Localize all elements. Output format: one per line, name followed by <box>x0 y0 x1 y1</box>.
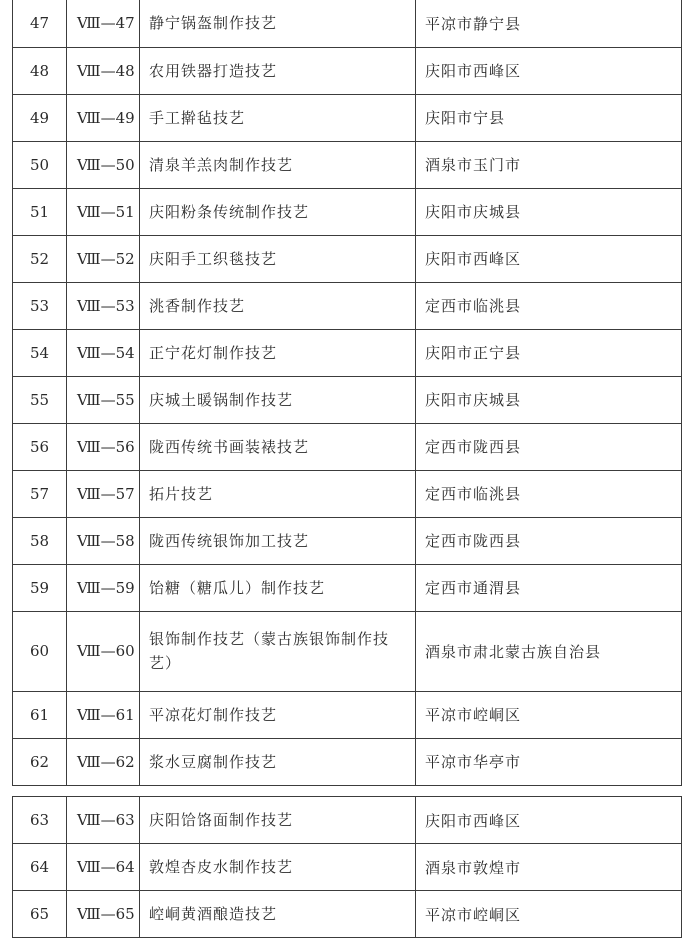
table-row <box>13 611 682 691</box>
table-row <box>13 564 682 611</box>
row-number: 52 <box>13 235 67 282</box>
table-part-2 <box>12 796 682 938</box>
row-number: 56 <box>13 423 67 470</box>
item-area: 定西市临洮县 <box>416 282 682 329</box>
item-name: 静宁锅盔制作技艺 <box>140 0 416 47</box>
page-break-gap <box>0 789 688 796</box>
item-name: 手工擀毡技艺 <box>140 94 416 141</box>
item-code: Ⅷ—50 <box>67 141 140 188</box>
row-number: 64 <box>13 844 67 891</box>
row-number: 50 <box>13 141 67 188</box>
table-row <box>13 797 682 844</box>
table-row <box>13 141 682 188</box>
item-name: 庆阳手工织毯技艺 <box>140 235 416 282</box>
item-code: Ⅷ—48 <box>67 47 140 94</box>
item-code: Ⅷ—51 <box>67 188 140 235</box>
table-row <box>13 470 682 517</box>
item-name: 平凉花灯制作技艺 <box>140 691 416 738</box>
item-code: Ⅷ—53 <box>67 282 140 329</box>
row-number: 58 <box>13 517 67 564</box>
item-code: Ⅷ—52 <box>67 235 140 282</box>
item-name: 洮香制作技艺 <box>140 282 416 329</box>
table-row <box>13 235 682 282</box>
row-number: 60 <box>13 611 67 691</box>
item-area: 庆阳市庆城县 <box>416 188 682 235</box>
item-area: 定西市通渭县 <box>416 564 682 611</box>
item-area: 庆阳市西峰区 <box>416 235 682 282</box>
table-row <box>13 94 682 141</box>
item-name: 陇西传统书画装裱技艺 <box>140 423 416 470</box>
item-code: Ⅷ—60 <box>67 611 140 691</box>
item-code: Ⅷ—64 <box>67 844 140 891</box>
item-area: 酒泉市敦煌市 <box>416 844 682 891</box>
table-row <box>13 282 682 329</box>
item-code: Ⅷ—56 <box>67 423 140 470</box>
item-code: Ⅷ—49 <box>67 94 140 141</box>
row-number: 63 <box>13 797 67 844</box>
item-area: 定西市临洮县 <box>416 470 682 517</box>
item-code: Ⅷ—58 <box>67 517 140 564</box>
item-name: 银饰制作技艺（蒙古族银饰制作技艺） <box>140 611 416 691</box>
item-area: 庆阳市西峰区 <box>416 797 682 844</box>
item-code: Ⅷ—61 <box>67 691 140 738</box>
row-number: 62 <box>13 738 67 785</box>
table-row <box>13 738 682 785</box>
item-area: 庆阳市庆城县 <box>416 376 682 423</box>
row-number: 49 <box>13 94 67 141</box>
item-area: 庆阳市正宁县 <box>416 329 682 376</box>
row-number: 48 <box>13 47 67 94</box>
item-code: Ⅷ—65 <box>67 891 140 938</box>
item-name: 崆峒黄酒酿造技艺 <box>140 891 416 938</box>
item-name: 浆水豆腐制作技艺 <box>140 738 416 785</box>
item-name: 拓片技艺 <box>140 470 416 517</box>
row-number: 59 <box>13 564 67 611</box>
item-code: Ⅷ—57 <box>67 470 140 517</box>
table-row <box>13 329 682 376</box>
row-number: 57 <box>13 470 67 517</box>
item-area: 平凉市崆峒区 <box>416 691 682 738</box>
item-name: 庆阳粉条传统制作技艺 <box>140 188 416 235</box>
row-number: 55 <box>13 376 67 423</box>
item-area: 平凉市静宁县 <box>416 0 682 47</box>
item-name: 清泉羊羔肉制作技艺 <box>140 141 416 188</box>
row-number: 54 <box>13 329 67 376</box>
item-code: Ⅷ—59 <box>67 564 140 611</box>
row-number: 51 <box>13 188 67 235</box>
table-row <box>13 844 682 891</box>
item-name: 陇西传统银饰加工技艺 <box>140 517 416 564</box>
table-row <box>13 517 682 564</box>
item-code: Ⅷ—63 <box>67 797 140 844</box>
item-name: 农用铁器打造技艺 <box>140 47 416 94</box>
table-part-1 <box>12 0 682 786</box>
table-row <box>13 691 682 738</box>
item-area: 平凉市崆峒区 <box>416 891 682 938</box>
item-area: 酒泉市玉门市 <box>416 141 682 188</box>
item-area: 定西市陇西县 <box>416 423 682 470</box>
row-number: 61 <box>13 691 67 738</box>
item-area: 庆阳市西峰区 <box>416 47 682 94</box>
item-code: Ⅷ—55 <box>67 376 140 423</box>
table-row <box>13 188 682 235</box>
row-number: 47 <box>13 0 67 47</box>
table-row <box>13 423 682 470</box>
item-code: Ⅷ—47 <box>67 0 140 47</box>
item-area: 庆阳市宁县 <box>416 94 682 141</box>
item-name: 正宁花灯制作技艺 <box>140 329 416 376</box>
table-row <box>13 891 682 938</box>
item-name: 饴糖（糖瓜儿）制作技艺 <box>140 564 416 611</box>
item-name: 敦煌杏皮水制作技艺 <box>140 844 416 891</box>
row-number: 53 <box>13 282 67 329</box>
item-name: 庆阳饸饹面制作技艺 <box>140 797 416 844</box>
item-code: Ⅷ—54 <box>67 329 140 376</box>
item-area: 定西市陇西县 <box>416 517 682 564</box>
table-row <box>13 376 682 423</box>
item-area: 平凉市华亭市 <box>416 738 682 785</box>
table-row <box>13 47 682 94</box>
item-name: 庆城土暖锅制作技艺 <box>140 376 416 423</box>
row-number: 65 <box>13 891 67 938</box>
item-area: 酒泉市肃北蒙古族自治县 <box>416 611 682 691</box>
table-row <box>13 0 682 47</box>
item-code: Ⅷ—62 <box>67 738 140 785</box>
